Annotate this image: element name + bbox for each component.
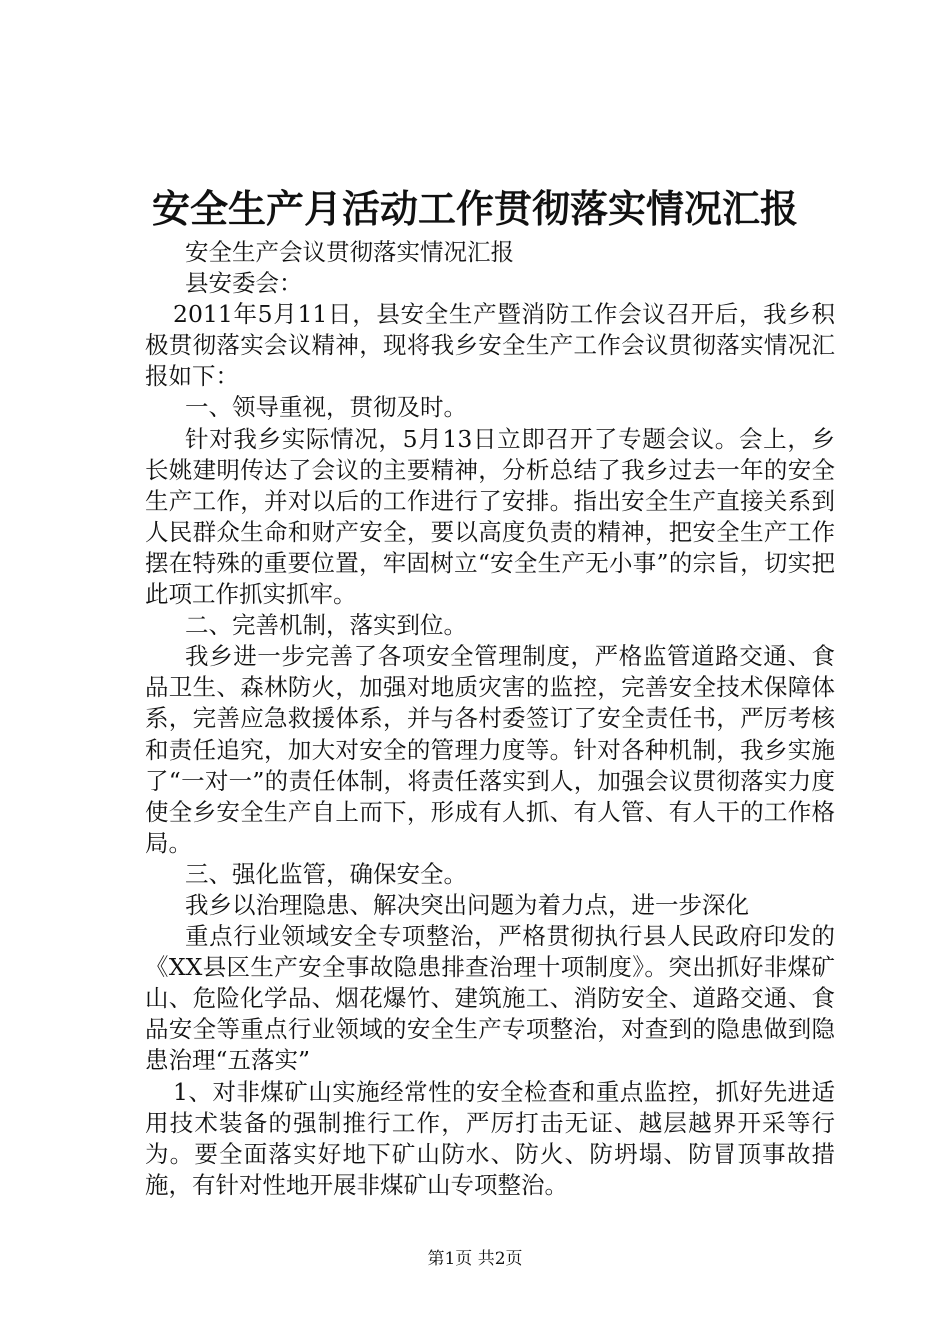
page-footer: 第1页 共2页 — [427, 1249, 523, 1269]
paragraph-section-3a: 我乡以治理隐患、解决突出问题为着力点，进一步深化 — [185, 890, 749, 919]
section-heading-3: 三、强化监管，确保安全。 — [185, 859, 467, 888]
section-heading-2: 二、完善机制，落实到位。 — [185, 611, 467, 640]
paragraph-section-1: 针对我乡实际情况，5月13日立即召开了专题会议。会上，乡长姚建明传达了会议的主要精神，分析总结了我乡过去一年的安全生产工作，并对以后的工作进行了安排。指出安全生产直接关系到人民群众生命和财产安全，要以高度负责的精神，把安全生产工作摆在特殊的重要位置，牢固树立“安全生产无小事”的宗旨，切实把此项工作抓实抓牢。 — [145, 424, 835, 609]
paragraph-intro: 2011年5月11日，县安全生产暨消防工作会议召开后，我乡积极贯彻落实会议精神，现将我乡安全生产工作会议贯彻落实情况汇报如下： — [145, 300, 835, 391]
paragraph-section-3b: 重点行业领域安全专项整治，严格贯彻执行县人民政府印发的《XX县区生产安全事故隐患排查治理十项制度》。突出抓好非煤矿山、危险化学品、烟花爆竹、建筑施工、消防安全、道路交通、食品安全等重点行业领域的安全生产专项整治，对查到的隐患做到隐患治理“五落实” — [145, 922, 835, 1075]
paragraph-item-1: 1、对非煤矿山实施经常性的安全检查和重点监控，抓好先进适用技术装备的强制推行工作，严厉打击无证、越层越界开采等行为。要全面落实好地下矿山防水、防火、防坍塌、防冒顶事故措施，有针对性地开展非煤矿山专项整治。 — [145, 1077, 835, 1199]
paragraph-subtitle: 安全生产会议贯彻落实情况汇报 — [185, 238, 514, 266]
document-title: 安全生产月活动工作贯彻落实情况汇报 — [151, 186, 798, 231]
paragraph-salutation: 县安委会： — [185, 269, 303, 298]
section-heading-1: 一、领导重视，贯彻及时。 — [185, 393, 467, 422]
document-body — [145, 237, 835, 1201]
paragraph-section-2: 我乡进一步完善了各项安全管理制度，严格监管道路交通、食品卫生、森林防火，加强对地质灾害的监控，完善安全技术保障体系，完善应急救援体系，并与各村委签订了安全责任书，严厉考核和责任追究，加大对安全的管理力度等。针对各种机制，我乡实施了“一对一”的责任体制，将责任落实到人，加强会议贯彻落实力度使全乡安全生产自上而下，形成有人抓、有人管、有人干的工作格局。 — [145, 642, 835, 857]
